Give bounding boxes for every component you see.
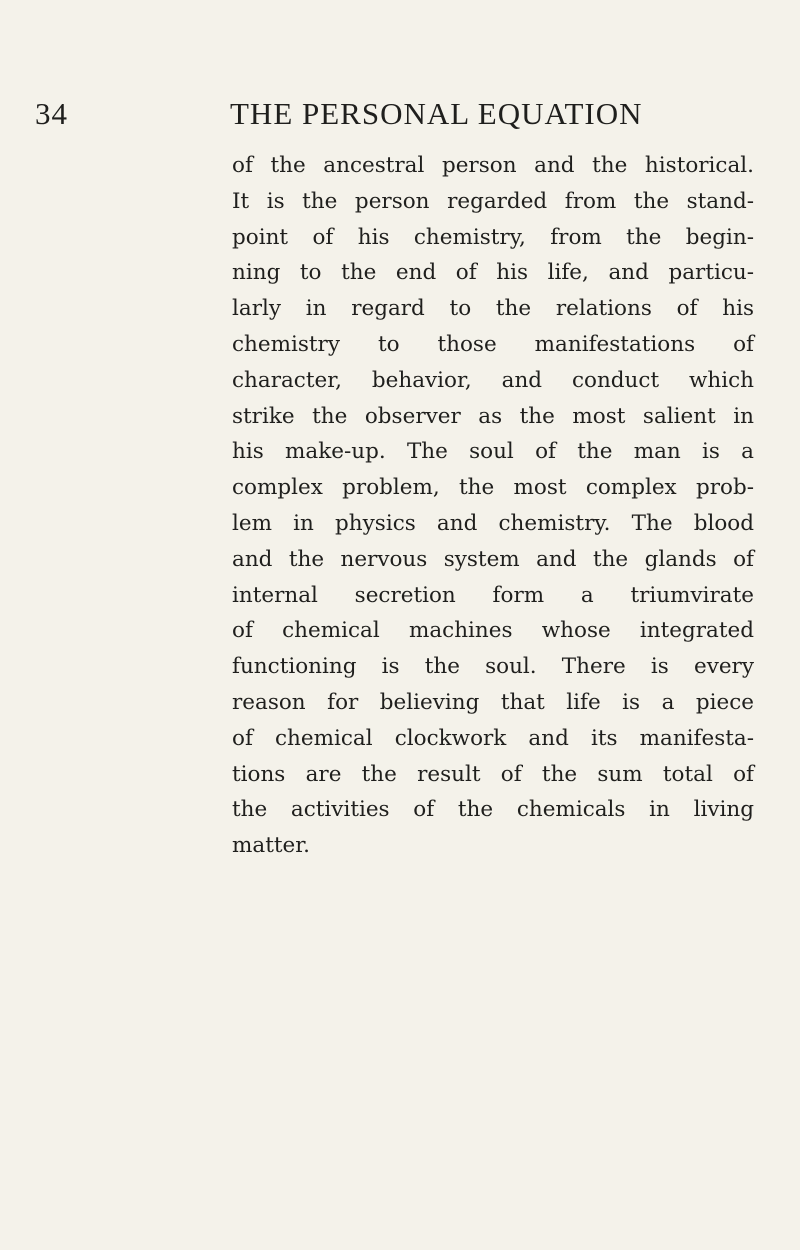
text-line: of chemical clockwork and its manifesta- — [232, 725, 754, 751]
text-line: character, behavior, and conduct which — [232, 367, 754, 393]
text-line: chemistry to those manifestations of — [232, 331, 754, 357]
text-line: reason for believing that life is a piece — [232, 689, 754, 715]
text-line: strike the observer as the most salient in — [232, 403, 754, 429]
text-line: internal secretion form a triumvirate — [232, 582, 754, 608]
text-line: matter. — [232, 833, 310, 859]
page-number: 34 — [35, 96, 68, 131]
text-line: complex problem, the most complex prob- — [232, 475, 754, 501]
text-line: his make-up. The soul of the man is a — [232, 439, 754, 465]
text-line: It is the person regarded from the stand- — [232, 188, 754, 214]
text-line: the activities of the chemicals in living — [232, 797, 754, 823]
text-line: of chemical machines whose integrated — [232, 618, 754, 644]
running-title: THE PERSONAL EQUATION — [230, 96, 643, 131]
text-line: lem in physics and chemistry. The blood — [232, 510, 754, 536]
running-head — [35, 94, 750, 134]
text-line: tions are the result of the sum total of — [232, 761, 754, 787]
text-line: larly in regard to the relations of his — [232, 296, 754, 322]
text-line: of the ancestral person and the historical. — [232, 153, 754, 178]
text-line: functioning is the soul. There is every — [232, 654, 754, 680]
text-line: and the nervous system and the glands of — [232, 546, 754, 572]
body-paragraph — [232, 148, 754, 864]
text-line: point of his chemistry, from the begin- — [232, 224, 754, 250]
text-line: ning to the end of his life, and particu- — [232, 260, 754, 286]
